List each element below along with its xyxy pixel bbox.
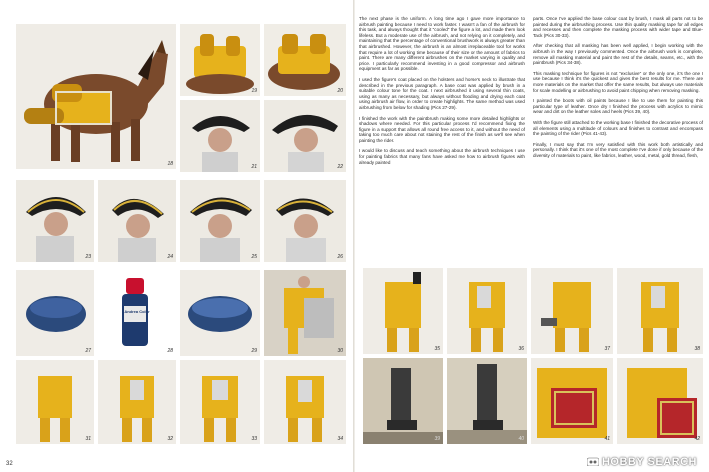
boot-illustration (363, 358, 443, 444)
rider-illustration (264, 270, 346, 356)
photo-saddle-1 (180, 24, 260, 96)
photo-boots-40 (447, 358, 527, 444)
photo-paint-bottle-28 (98, 270, 176, 356)
pic-number-30: 30 (337, 348, 343, 354)
paragraph: I used the figure's coat placed on the holsters and horse's neck to illustrate that described in the previous paragraph. A base coat was applied by brush in a suitable colour tone for the coat. I next airbrushed it using several thin coats, using as many as necessary, but always without flooding and drying each coat using airbrush air flow, in order to create highlights. The same method was used airbrushing from below for shading (Pics 27-29). (359, 76, 525, 110)
pic-number-35: 35 (434, 346, 440, 352)
photo-detail-41 (531, 358, 613, 444)
bottle-label: Andrea Color (124, 309, 150, 314)
photo-bust-21 (180, 100, 260, 172)
pic-number-21: 21 (251, 164, 257, 170)
paragraph: After checking that all masking has been well applied, I begin working with the airbrush in the way I previously commented. Once the airbrush work is complete, remove all masking material and paint the rest of the details, seams, etc., with the paintbrush (Pics 34-38). (533, 43, 703, 66)
photo-bust-26 (264, 180, 346, 262)
bust-illustration (180, 100, 260, 172)
rider-illustration (98, 360, 176, 444)
detail-illustration (531, 358, 613, 444)
pic-number-29: 29 (251, 348, 257, 354)
photo-rider-36 (447, 268, 527, 354)
right-page (355, 0, 709, 472)
bust-illustration (264, 180, 346, 262)
pic-number-38: 38 (694, 346, 700, 352)
pic-number-24: 24 (167, 254, 173, 260)
rider-illustration (264, 360, 346, 444)
watermark-text: HOBBY SEARCH (601, 456, 697, 468)
pic-number-34: 34 (337, 436, 343, 442)
pic-number-20: 20 (337, 88, 343, 94)
photo-rider-35 (363, 268, 443, 354)
bust-illustration (264, 100, 346, 172)
pic-number-31: 31 (85, 436, 91, 442)
photo-bust-22 (264, 100, 346, 172)
photo-rider-33 (180, 360, 260, 444)
pic-number-28: 28 (167, 348, 173, 354)
photo-bust-25 (180, 180, 260, 262)
pic-number-18: 18 (167, 161, 173, 167)
bust-illustration (16, 180, 94, 262)
pic-number-26: 26 (337, 254, 343, 260)
photo-rider-37 (531, 268, 613, 354)
photo-bust-23 (16, 180, 94, 262)
rider-illustration (447, 268, 527, 354)
pic-number-36: 36 (518, 346, 524, 352)
paragraph: parts. Once I've applied the base colour coat by brush, I mask all parts not to be painted during the airbrushing process. Use thin quality masking tape for all edges and recesses and then complete the masking process with wider tape and Blue-Tack (Pics 30-33). (533, 16, 703, 38)
photo-coat-27 (16, 270, 94, 356)
pic-number-23: 23 (85, 254, 91, 260)
paragraph: Finally, I must say that I'm very satisfied with this work both artistically and personally. I think that it's one of the most complete I've done if only because of the diversity of materials to paint, like fabrics, leather, wood, metal, gold thread, flesh, (533, 141, 703, 158)
pic-number-27: 27 (85, 348, 91, 354)
photo-rider-38 (617, 268, 703, 354)
photo-rider-34 (264, 360, 346, 444)
pic-number-41: 41 (604, 436, 610, 442)
rider-illustration (180, 360, 260, 444)
boot-illustration (447, 358, 527, 444)
pic-number-37: 37 (604, 346, 610, 352)
pic-number-39: 39 (434, 436, 440, 442)
pic-number-42: 42 (694, 436, 700, 442)
pic-number-22: 22 (337, 164, 343, 170)
rider-illustration (617, 268, 703, 354)
photo-rider-30 (264, 270, 346, 356)
saddle-illustration (264, 24, 346, 96)
photo-boots-39 (363, 358, 443, 444)
rider-illustration (531, 268, 613, 354)
photo-coat-29 (180, 270, 260, 356)
watermark (587, 456, 697, 468)
photo-rider-32 (98, 360, 176, 444)
photo-horse (16, 24, 176, 169)
pic-number-33: 33 (251, 436, 257, 442)
text-column-1 (359, 16, 525, 170)
photo-detail-42 (617, 358, 703, 444)
paragraph: I painted the boots with oil paints because I like to use them for painting this particular type of leather. Once dry I finished the process with acrylics to mimic wear and dirt on the leather soles and heels (Pics 39, 40). (533, 98, 703, 115)
paragraph: I finished the work with the paintbrush making some more detailed highlights or shadows where needed. For this particular process I'd recommend fixing the figure in a support that allows all round free access to it, and without the need of taking too much care about not staining the rest of the finish as we'll see when painting the rider. (359, 115, 525, 143)
detail-illustration (617, 358, 703, 444)
rider-illustration (16, 360, 94, 444)
paragraph: This masking technique for figures is not "exclusive" or the only one, it's the one I use because I think it's the quickest and gives the best results for me. There are more materials on the market that offer the same results, but always use materials for scale modelling or airbrushing to avoid paint chipping when removing masking. (533, 70, 703, 93)
horse-illustration (16, 24, 176, 169)
coat-illustration (16, 270, 94, 356)
photo-saddle-2 (264, 24, 346, 96)
text-column-2 (533, 16, 703, 163)
photo-rider-31 (16, 360, 94, 444)
coat-illustration (180, 270, 260, 356)
paragraph: With the figure still attached to the working base I finished the decorative process of all elements using a multitude of colours and finishes to contrast and encompass the painting of the rider (Pics 41-43). (533, 119, 703, 137)
pic-number-25: 25 (251, 254, 257, 260)
pic-number-40: 40 (518, 436, 524, 442)
paragraph: The next phase is the uniform. A long time ago I gave more importance to airbrush painting because I need to work faster. I wasn't a fan of the airbrush for this task, and always thought that it "cooled" the figure a lot, and made them look lifeless. But a moderate use of the airbrush, and not relying on it completely, and maintaining that the percentage of conventional brushwork is always greater than that airbrushed. However, the airbrush is an almost irreplaceable tool for works that require a lot of working time because of their size or the amount of fabrics to paint. There are many different airbrushes on the market varying in quality and price. I particularly recommend investing in a good compressor and airbrush equipment as far as possible. (359, 16, 525, 72)
bust-illustration (180, 180, 260, 262)
page-number-left: 32 (6, 461, 13, 467)
hobby-search-logo-icon (587, 456, 599, 466)
paragraph: I would like to discuss and teach something about the airbrush techniques I use for painting fabrics that many fans have asked me how to airbrush figures with already painted (359, 148, 525, 165)
bust-illustration (98, 180, 176, 262)
rider-illustration (363, 268, 443, 354)
photo-bust-24 (98, 180, 176, 262)
left-page (0, 0, 354, 472)
pic-number-19: 19 (251, 88, 257, 94)
saddle-illustration (180, 24, 260, 96)
pic-number-32: 32 (167, 436, 173, 442)
